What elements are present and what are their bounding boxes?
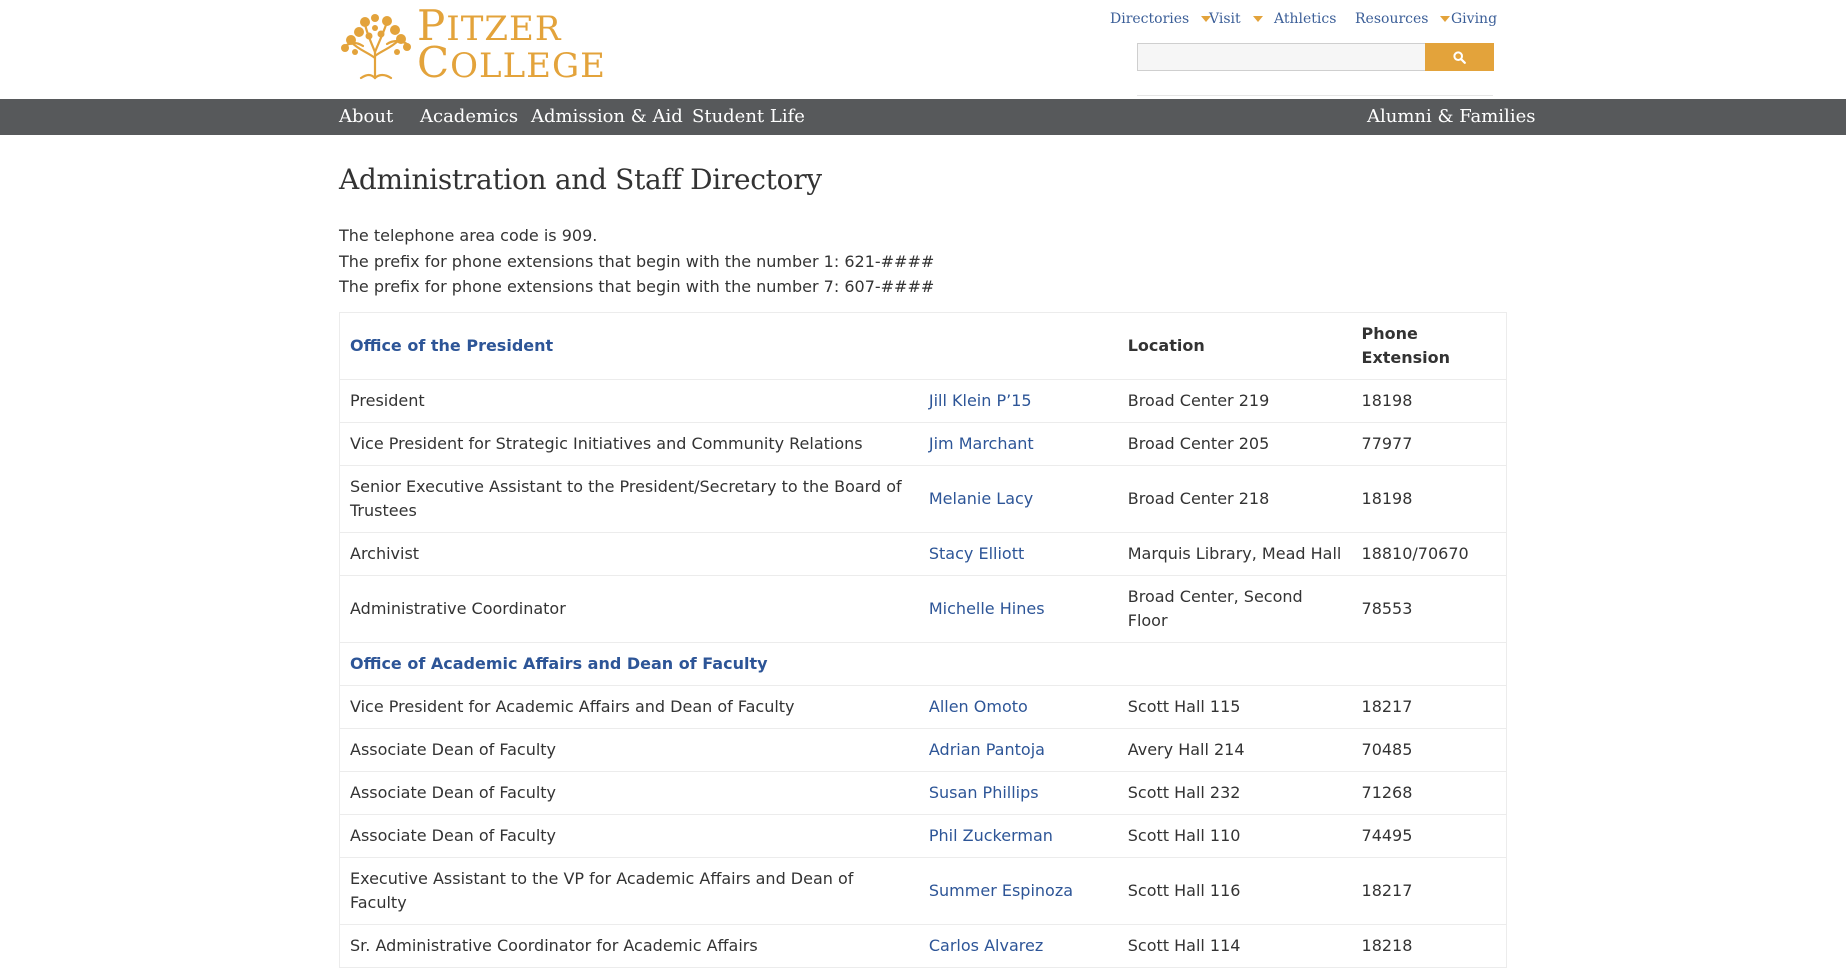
staff-directory-table — [339, 312, 1507, 968]
logo-line-1: PITZER — [417, 1, 562, 50]
intro-line: The prefix for phone extensions that begin with the number 1: 621-#### — [339, 251, 935, 271]
staff-name-link[interactable]: Michelle Hines — [928, 598, 1045, 618]
staff-extension: 18198 — [1352, 379, 1507, 422]
table-row — [340, 857, 1507, 924]
staff-extension: 70485 — [1352, 728, 1507, 771]
utility-nav-label: Athletics — [1274, 11, 1337, 27]
main-nav-about[interactable]: About — [339, 106, 394, 127]
staff-location: Scott Hall 115 — [1118, 685, 1352, 728]
staff-name-link[interactable]: Stacy Elliott — [928, 543, 1025, 563]
staff-title: Archivist — [340, 532, 919, 575]
staff-extension: 78553 — [1352, 575, 1507, 642]
staff-name-link[interactable]: Carlos Alvarez — [928, 935, 1044, 955]
main-content — [339, 160, 1507, 968]
section-heading: Office of Academic Affairs and Dean of Faculty — [340, 642, 1507, 685]
staff-title: Executive Assistant to the VP for Academic Affairs and Dean of Faculty — [340, 857, 919, 924]
main-nav-alumni-families[interactable]: Alumni & Families — [1367, 106, 1536, 127]
staff-location: Scott Hall 232 — [1118, 771, 1352, 814]
staff-location: Scott Hall 110 — [1118, 814, 1352, 857]
staff-extension: 74495 — [1352, 814, 1507, 857]
dropdown-caret-icon[interactable] — [1440, 16, 1450, 22]
utility-nav-resources[interactable] — [1355, 11, 1451, 27]
table-row — [340, 924, 1507, 967]
utility-nav-visit[interactable] — [1209, 11, 1274, 27]
staff-location: Marquis Library, Mead Hall — [1118, 532, 1352, 575]
logo-initial: C — [417, 38, 451, 87]
table-row — [340, 771, 1507, 814]
main-nav-student-life[interactable]: Student Life — [692, 106, 805, 127]
search-icon — [1453, 51, 1466, 64]
logo-initial: P — [417, 1, 447, 50]
search-button[interactable] — [1425, 43, 1494, 71]
staff-location: Broad Center, Second Floor — [1118, 575, 1352, 642]
table-row — [340, 422, 1507, 465]
staff-extension: 18810/70670 — [1352, 532, 1507, 575]
dropdown-caret-icon[interactable] — [1253, 16, 1263, 22]
pitzer-college-logo[interactable] — [337, 1, 606, 87]
intro-line: The prefix for phone extensions that begin with the number 7: 607-#### — [339, 277, 935, 296]
staff-extension: 18218 — [1352, 924, 1507, 967]
staff-name-link[interactable]: Allen Omoto — [928, 696, 1028, 716]
search-input[interactable] — [1137, 43, 1425, 71]
search-divider — [1137, 95, 1493, 96]
staff-title: Senior Executive Assistant to the President/Secretary to the Board of Trustees — [340, 465, 919, 532]
staff-title: Administrative Coordinator — [340, 575, 919, 642]
section-header-row — [340, 642, 1507, 685]
logo-line-2: COLLEGE — [417, 38, 606, 87]
staff-location: Scott Hall 114 — [1118, 924, 1352, 967]
staff-extension: 77977 — [1352, 422, 1507, 465]
staff-location: Avery Hall 214 — [1118, 728, 1352, 771]
staff-name-link[interactable]: Jill Klein P’15 — [928, 390, 1032, 410]
staff-name-link[interactable]: Summer Espinoza — [928, 880, 1074, 900]
staff-name-link[interactable]: Jim Marchant — [928, 433, 1034, 453]
table-row — [340, 379, 1507, 422]
utility-nav-label: Visit — [1209, 11, 1241, 27]
table-row — [340, 685, 1507, 728]
staff-title: Associate Dean of Faculty — [340, 814, 919, 857]
site-header — [0, 0, 1846, 99]
staff-title: Sr. Administrative Coordinator for Academic Affairs — [340, 924, 919, 967]
table-row — [340, 728, 1507, 771]
staff-extension: 18217 — [1352, 685, 1507, 728]
staff-location: Broad Center 219 — [1118, 379, 1352, 422]
staff-extension: 18198 — [1352, 465, 1507, 532]
staff-location: Scott Hall 116 — [1118, 857, 1352, 924]
staff-title: President — [340, 379, 919, 422]
staff-name-link[interactable]: Phil Zuckerman — [928, 825, 1053, 845]
staff-location: Broad Center 218 — [1118, 465, 1352, 532]
utility-nav-athletics[interactable] — [1274, 11, 1355, 27]
utility-nav — [1110, 8, 1497, 30]
utility-nav-directories[interactable] — [1110, 11, 1209, 27]
logo-wordmark — [417, 1, 606, 87]
utility-nav-giving[interactable] — [1451, 11, 1497, 27]
utility-nav-label: Giving — [1451, 11, 1498, 27]
staff-title: Vice President for Academic Affairs and Dean of Faculty — [340, 685, 919, 728]
staff-name-link[interactable]: Adrian Pantoja — [928, 739, 1045, 759]
staff-title: Associate Dean of Faculty — [340, 728, 919, 771]
staff-name-link[interactable]: Susan Phillips — [928, 782, 1039, 802]
staff-extension: 71268 — [1352, 771, 1507, 814]
utility-nav-label: Directories — [1110, 11, 1190, 27]
main-nav — [0, 99, 1846, 135]
intro-line: The telephone area code is 909. — [339, 226, 598, 245]
table-header-row — [340, 312, 1507, 379]
phone-column-header: Phone Extension — [1352, 312, 1507, 379]
tree-logo-icon — [337, 12, 415, 80]
main-nav-academics[interactable]: Academics — [420, 106, 519, 127]
location-column-header: Location — [1118, 312, 1352, 379]
staff-name-link[interactable]: Melanie Lacy — [928, 488, 1034, 508]
staff-extension: 18217 — [1352, 857, 1507, 924]
table-row — [340, 532, 1507, 575]
intro-text — [339, 223, 1507, 300]
staff-location: Broad Center 205 — [1118, 422, 1352, 465]
staff-title: Associate Dean of Faculty — [340, 771, 919, 814]
site-search — [1137, 43, 1494, 71]
utility-nav-label: Resources — [1355, 11, 1429, 27]
table-row — [340, 465, 1507, 532]
page-title: Administration and Staff Directory — [339, 163, 822, 196]
table-row — [340, 575, 1507, 642]
main-nav-admission-aid[interactable]: Admission & Aid — [531, 106, 683, 127]
staff-title: Vice President for Strategic Initiatives and Community Relations — [340, 422, 919, 465]
table-row — [340, 814, 1507, 857]
office-heading: Office of the President — [340, 312, 1118, 379]
